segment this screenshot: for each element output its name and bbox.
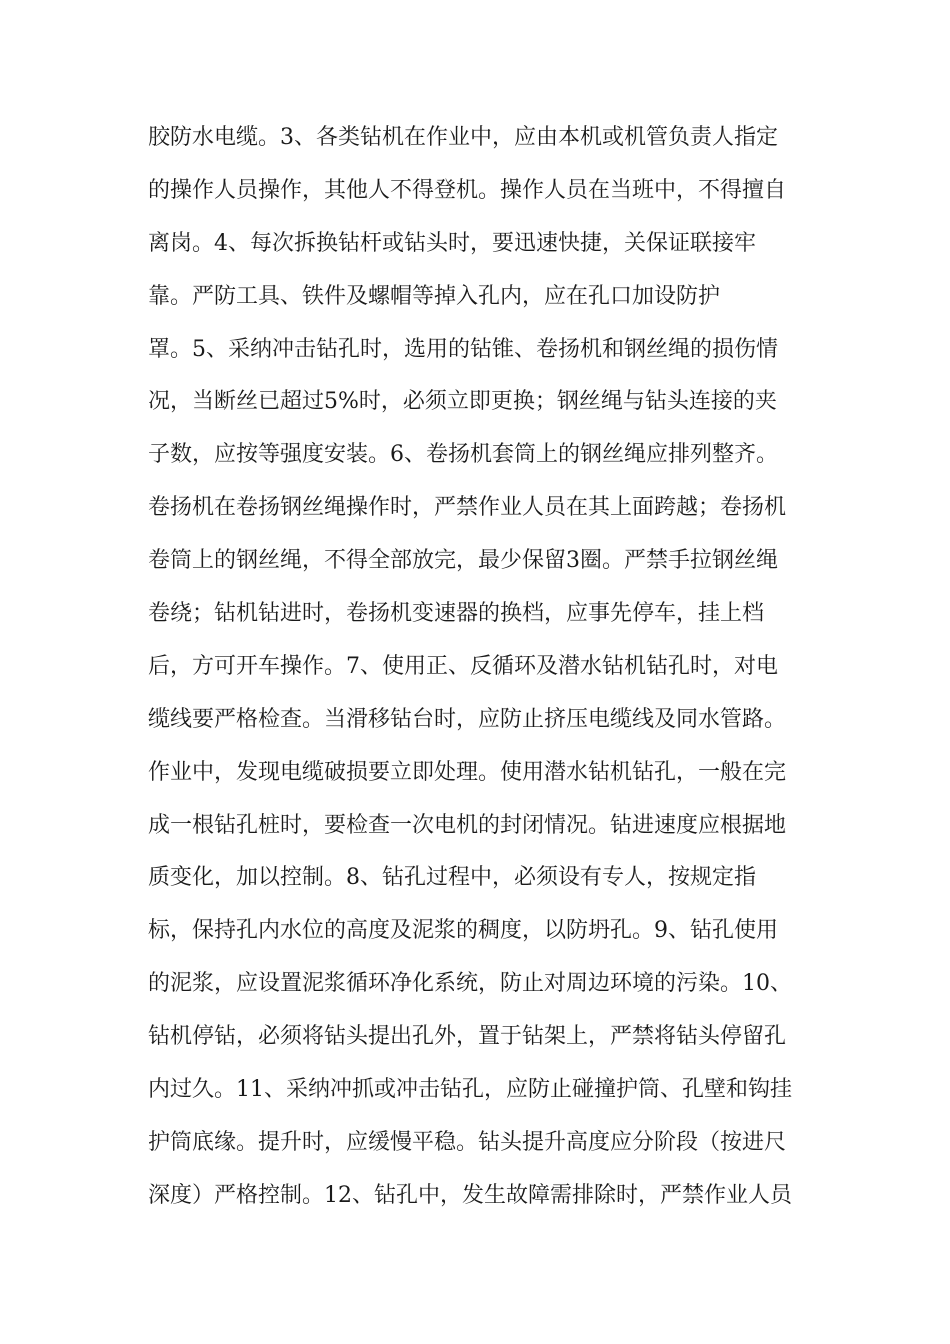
text-line: 卷扬机在卷扬钢丝绳操作时，严禁作业人员在其上面跨越；卷扬机 — [148, 495, 787, 521]
body-text — [148, 116, 808, 1227]
text-line: 护筒底缘。提升时，应缓慢平稳。钻头提升高度应分阶段（按进尺 — [148, 1129, 787, 1155]
text-line: 作业中，发现电缆破损要立即处理。使用潜水钻机钻孔，一般在完 — [148, 759, 787, 785]
text-line: 标，保持孔内水位的高度及泥浆的稠度，以防坍孔。9、钻孔使用 — [148, 918, 778, 944]
text-line: 卷筒上的钢丝绳，不得全部放完，最少保留3圈。严禁手拉钢丝绳 — [148, 548, 778, 574]
text-line: 的操作人员操作，其他人不得登机。操作人员在当班中，不得擅自 — [148, 177, 787, 203]
text-line: 后，方可开车操作。7、使用正、反循环及潜水钻机钻孔时，对电 — [148, 653, 778, 679]
text-line: 离岗。4、每次拆换钻杆或钻头时，要迅速快捷，关保证联接牢 — [148, 230, 756, 256]
text-line: 内过久。11、采纳冲抓或冲击钻孔，应防止碰撞护筒、孔壁和钩挂 — [148, 1077, 792, 1103]
text-line: 靠。严防工具、铁件及螺帽等掉入孔内，应在孔口加设防护 — [148, 283, 721, 309]
text-line: 深度）严格控制。12、钻孔中，发生故障需排除时，严禁作业人员 — [148, 1182, 792, 1208]
text-line: 缆线要严格检查。当滑移钻台时，应防止挤压电缆线及同水管路。 — [148, 706, 787, 732]
text-line: 罩。5、采纳冲击钻孔时，选用的钻锥、卷扬机和钢丝绳的损伤情 — [148, 336, 778, 362]
text-line: 钻机停钻，必须将钻头提出孔外，置于钻架上，严禁将钻头停留孔 — [148, 1024, 787, 1050]
text-line: 质变化，加以控制。8、钻孔过程中，必须设有专人，按规定指 — [148, 865, 756, 891]
text-line: 胶防水电缆。3、各类钻机在作业中，应由本机或机管负责人指定 — [148, 125, 778, 150]
text-line: 况，当断丝已超过5%时，必须立即更换；钢丝绳与钻头连接的夹 — [148, 389, 777, 415]
text-line: 子数，应按等强度安装。6、卷扬机套筒上的钢丝绳应排列整齐。 — [148, 442, 778, 468]
text-line: 的泥浆，应设置泥浆循环净化系统，防止对周边环境的污染。10、 — [148, 971, 792, 997]
text-line: 成一根钻孔桩时，要检查一次电机的封闭情况。钻进速度应根据地 — [148, 812, 787, 838]
text-line: 卷绕；钻机钻进时，卷扬机变速器的换档，应事先停车，挂上档 — [148, 601, 765, 627]
